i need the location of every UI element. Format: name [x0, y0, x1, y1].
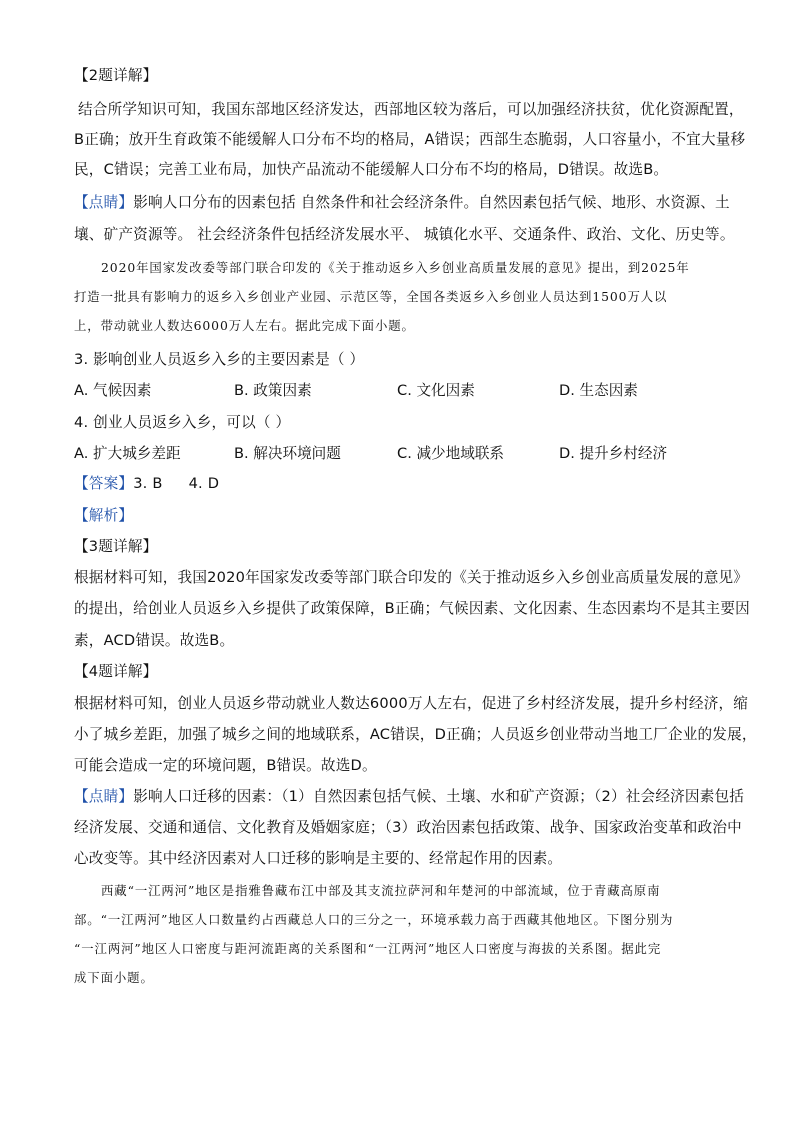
material-2-line-3: “一江两河”地区人口密度与距河流距离的关系图和“一江两河”地区人口密度与海拔的关系图。据此完: [74, 941, 662, 956]
question-3-option-c: C. 文化因素: [397, 382, 475, 399]
material-1-line-2: 打造一批具有影响力的返乡入乡创业产业园、示范区等，全国各类返乡入乡创业人员达到1500万人以: [74, 289, 668, 304]
analysis-tag: 【解析】: [74, 507, 134, 524]
question-3-option-b: B. 政策因素: [234, 382, 312, 399]
question-3-stem: 3. 影响创业人员返乡入乡的主要因素是（ ）: [74, 351, 365, 368]
point-text: 影响人口分布的因素包括 自然条件和社会经济条件。自然因素包括气候、地形、水资源、土: [133, 194, 730, 211]
q3-detail-line-3: 素，ACD错误。故选B。: [74, 632, 235, 649]
question-4-option-a: A. 扩大城乡差距: [74, 445, 181, 462]
point-tag: 【点睛】: [74, 194, 134, 211]
q3-detail-title: 【3题详解】: [74, 538, 158, 555]
material-2-line-4: 成下面小题。: [74, 970, 154, 985]
q3-detail-line-2: 的提出，给创业人员返乡入乡提供了政策保障，B正确；气候因素、文化因素、生态因素均不是其主要因: [74, 600, 750, 617]
question-3-option-a: A. 气候因素: [74, 382, 152, 399]
point-note-2-line-3: 心改变等。其中经济因素对人口迁移的影响是主要的、经常起作用的因素。: [74, 850, 563, 867]
material-1-line-3: 上，带动就业人数达6000万人左右。据此完成下面小题。: [74, 318, 415, 333]
q4-detail-line-3: 可能会造成一定的环境问题，B错误。故选D。: [74, 757, 377, 774]
question-4-option-d: D. 提升乡村经济: [559, 445, 668, 462]
point-tag: 【点睛】: [74, 788, 134, 805]
answer-tag: 【答案】: [74, 475, 134, 492]
point-text: 影响人口迁移的因素：（1）自然因素包括气候、土壤、水和矿产资源；（2）社会经济因素包括: [133, 788, 745, 805]
answer-row: [74, 472, 219, 493]
question-4-stem: 4. 创业人员返乡入乡，可以（ ）: [74, 414, 291, 431]
q4-detail-title: 【4题详解】: [74, 663, 158, 680]
q4-detail-line-1: 根据材料可知，创业人员返乡带动就业人数达6000万人左右，促进了乡村经济发展，提升乡村经济，缩: [74, 695, 749, 712]
point-note-2-line-2: 经济发展、交通和通信、文化教育及婚姻家庭；（3）政治因素包括政策、战争、国家政治变革和政治中: [74, 819, 742, 836]
question-4-option-c: C. 减少地域联系: [397, 445, 505, 462]
q3-detail-line-1: 根据材料可知，我国2020年国家发改委等部门联合印发的《关于推动返乡入乡创业高质量发展的意见》: [74, 569, 749, 586]
point-note-1: [74, 191, 730, 212]
material-2-line-1: 西藏“一江两河”地区是指雅鲁藏布江中部及其支流拉萨河和年楚河的中部流域，位于青藏高原南: [101, 883, 661, 898]
point-note-1-line-2: 壤、矿产资源等。 社会经济条件包括经济发展水平、 城镇化水平、交通条件、政治、文化、历史等。: [74, 226, 735, 243]
q2-detail-line-1: 结合所学知识可知，我国东部地区经济发达，西部地区较为落后，可以加强经济扶贫，优化资源配置，: [78, 101, 744, 118]
answer-3: 3. B: [133, 475, 163, 492]
question-3-option-d: D. 生态因素: [559, 382, 638, 399]
q2-detail-title: 【2题详解】: [74, 67, 158, 84]
question-4-option-b: B. 解决环境问题: [234, 445, 341, 462]
q2-detail-line-3: 民，C错误；完善工业布局，加快产品流动不能缓解人口分布不均的格局，D错误。故选B。: [74, 161, 669, 178]
q2-detail-line-2: B正确；放开生育政策不能缓解人口分布不均的格局，A错误；西部生态脆弱，人口容量小，不宜大量移: [74, 131, 746, 148]
answer-4: 4. D: [188, 475, 220, 492]
point-note-2: [74, 785, 744, 806]
q4-detail-line-2: 小了城乡差距，加强了城乡之间的地域联系，AC错误，D正确；人员返乡创业带动当地工厂企业的发展，: [74, 726, 757, 743]
material-1-line-1: 2020年国家发改委等部门联合印发的《关于推动返乡入乡创业高质量发展的意见》提出，到2025年: [101, 260, 690, 275]
material-2-line-2: 部。“一江两河”地区人口数量约占西藏总人口的三分之一，环境承载力高于西藏其他地区。下图分别为: [74, 912, 674, 927]
